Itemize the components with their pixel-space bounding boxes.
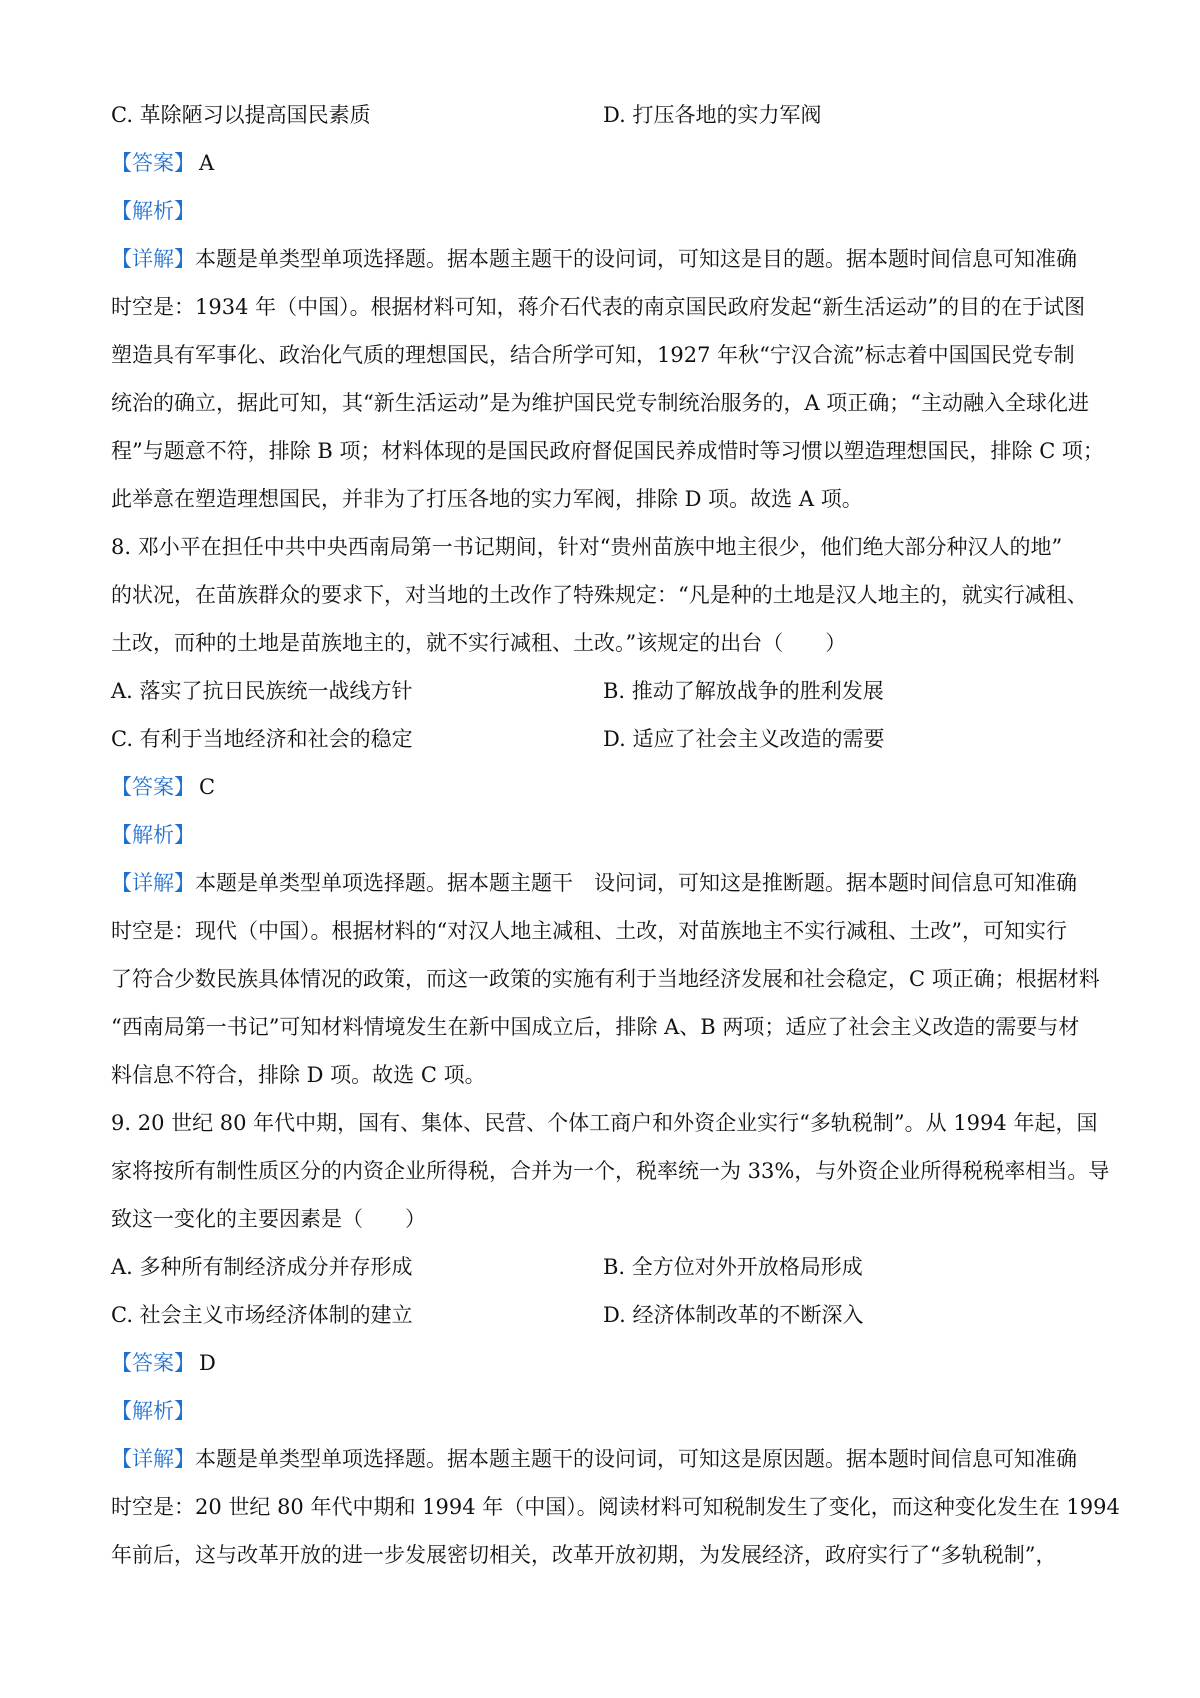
q9-answer	[111, 1348, 1101, 1378]
detail-label: 【详解】	[111, 871, 195, 895]
analysis-label: 【解析】	[111, 1399, 195, 1423]
q7-answer	[111, 148, 1101, 178]
q8-option-b: B. 推动了解放战争的胜利发展	[603, 679, 884, 703]
q7-analysis-label	[111, 196, 1101, 226]
q9-detail-line-1	[111, 1444, 1101, 1474]
q8-option-a: A. 落实了抗日民族统一战线方针	[111, 679, 413, 703]
analysis-label: 【解析】	[111, 199, 195, 223]
q8-detail-line-3: 了符合少数民族具体情况的政策，而这一政策的实施有利于当地经济发展和社会稳定，C 项正确；根据材料	[111, 967, 1100, 991]
q8-detail-line-4: “西南局第一书记”可知材料情境发生在新中国成立后，排除 A、B 两项；适应了社会主义改造的需要与材	[111, 1015, 1080, 1039]
q8-option-c: C. 有利于当地经济和社会的稳定	[111, 727, 413, 751]
q8-stem-line-1: 8. 邓小平在担任中共中央西南局第一书记期间，针对“贵州苗族中地主很少，他们绝大部分种汉人的地”	[111, 535, 1063, 559]
q7-detail-line-1	[111, 244, 1101, 274]
q7-detail-line-2: 时空是：1934 年（中国）。根据材料可知，蒋介石代表的南京国民政府发起“新生活运动”的目的在于试图	[111, 295, 1086, 319]
q9-option-b: B. 全方位对外开放格局形成	[603, 1255, 863, 1279]
q8-detail-line-2: 时空是：现代（中国）。根据材料的“对汉人地主减租、土改，对苗族地主不实行减租、土改”，可知实行	[111, 919, 1067, 943]
answer-label: 【答案】	[111, 151, 195, 175]
detail-text: 本题是单类型单项选择题。据本题主题干的设问词，可知这是原因题。据本题时间信息可知准确	[195, 1447, 1077, 1471]
q7-option-c: C. 革除陋习以提高国民素质	[111, 103, 371, 127]
q9-option-c: C. 社会主义市场经济体制的建立	[111, 1303, 413, 1327]
q7-detail-line-5: 程”与题意不符，排除 B 项；材料体现的是国民政府督促国民养成惜时等习惯以塑造理想国民，排除 C 项；	[111, 439, 1104, 463]
q8-stem-line-3: 土改，而种的土地是苗族地主的，就不实行减租、土改。”该规定的出台（ ）	[111, 631, 847, 655]
q9-option-a: A. 多种所有制经济成分并存形成	[111, 1255, 413, 1279]
q9-stem-line-1: 9. 20 世纪 80 年代中期，国有、集体、民营、个体工商户和外资企业实行“多轨税制”。从 1994 年起，国	[111, 1111, 1098, 1135]
q9-analysis-label	[111, 1396, 1101, 1426]
q9-detail-line-2: 时空是：20 世纪 80 年代中期和 1994 年（中国）。阅读材料可知税制发生了变化，而这种变化发生在 1994	[111, 1495, 1120, 1519]
q7-option-d: D. 打压各地的实力军阀	[603, 103, 822, 127]
q8-detail-line-1	[111, 868, 1101, 898]
q9-stem-line-2: 家将按所有制性质区分的内资企业所得税，合并为一个，税率统一为 33%，与外资企业所得税税率相当。导	[111, 1159, 1110, 1183]
q8-option-d: D. 适应了社会主义改造的需要	[603, 727, 885, 751]
q8-analysis-label	[111, 820, 1101, 850]
q8-answer	[111, 772, 1101, 802]
answer-value: A	[199, 151, 215, 175]
detail-text: 本题是单类型单项选择题。据本题主题干 设问词，可知这是推断题。据本题时间信息可知准确	[195, 871, 1077, 895]
answer-value: C	[199, 775, 216, 799]
q7-detail-line-6: 此举意在塑造理想国民，并非为了打压各地的实力军阀，排除 D 项。故选 A 项。	[111, 487, 863, 511]
q9-stem-line-3: 致这一变化的主要因素是（ ）	[111, 1207, 426, 1231]
answer-label: 【答案】	[111, 775, 195, 799]
q8-detail-line-5: 料信息不符合，排除 D 项。故选 C 项。	[111, 1063, 486, 1087]
detail-label: 【详解】	[111, 1447, 195, 1471]
q7-detail-line-4: 统治的确立，据此可知，其“新生活运动”是为维护国民党专制统治服务的，A 项正确；“主动融入全球化进	[111, 391, 1090, 415]
q8-stem-line-2: 的状况，在苗族群众的要求下，对当地的土改作了特殊规定：“凡是种的土地是汉人地主的，就实行减租、	[111, 583, 1088, 607]
answer-label: 【答案】	[111, 1351, 195, 1375]
detail-label: 【详解】	[111, 247, 195, 271]
q9-detail-line-3: 年前后，这与改革开放的进一步发展密切相关，改革开放初期，为发展经济，政府实行了“多轨税制”，	[111, 1543, 1057, 1567]
analysis-label: 【解析】	[111, 823, 195, 847]
detail-text: 本题是单类型单项选择题。据本题主题干的设问词，可知这是目的题。据本题时间信息可知准确	[195, 247, 1077, 271]
answer-value: D	[199, 1351, 216, 1375]
q9-option-d: D. 经济体制改革的不断深入	[603, 1303, 864, 1327]
q7-detail-line-3: 塑造具有军事化、政治化气质的理想国民，结合所学可知，1927 年秋“宁汉合流”标志着中国国民党专制	[111, 343, 1075, 367]
